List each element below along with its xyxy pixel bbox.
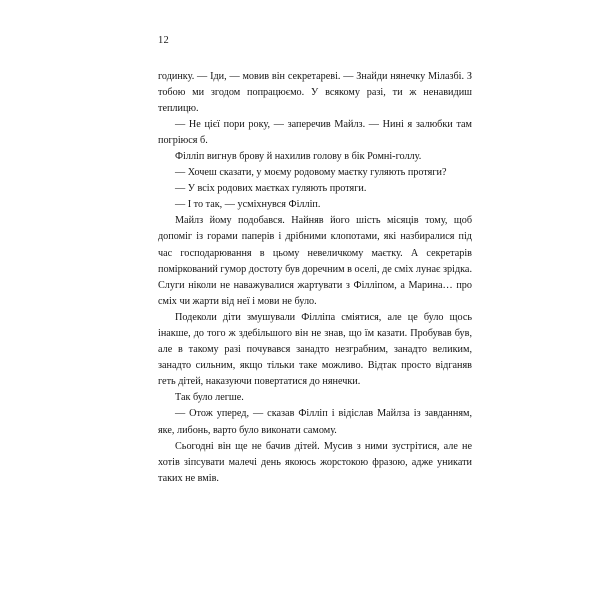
paragraph: Філліп вигнув брову й нахилив голову в бік Ромні-голлу. bbox=[175, 150, 422, 162]
page-number: 12 bbox=[158, 35, 169, 46]
paragraph: Сьогодні він ще не бачив дітей. Мусив з ними зустрітися, але не хотів зіпсувати малечі день якоюсь жорстокою фразою, адже уникати таких не вмів. bbox=[158, 440, 472, 484]
paragraph: Майлз йому подобався. Найняв його шість місяців тому, щоб допоміг із горами паперів і дрібними клопотами, які назбиралися під час господарювання в цьому невеличкому маєтку. А секретарів поміркований гумор достоту був доречним в оселі, де сміх лунає зрідка. Слуги ніколи не наважувалися жартувати з Філліпом, а Марина… про сміх чи жарти від неї і мови не було. bbox=[158, 215, 472, 307]
page-body bbox=[158, 69, 472, 487]
paragraph: годинку. — Іди, — мовив він секретареві. — Знайди нянечку Мілазбі. З тобою ми згодом попрацюємо. У всякому разі, ти ж ненавидиш теплицю. bbox=[158, 70, 472, 114]
paragraph: — Не цієї пори року, — заперечив Майлз. — Нині я залюбки там погріюся б. bbox=[158, 118, 472, 146]
paragraph: Подеколи діти змушували Філліпа сміятися, але це було щось інакше, до того ж здебільшого він не знав, що їм казати. Пробував був, але в такому разі почувався занадто незграбним, занадто великим, занадто сильним, якщо тільки таке можливо. Відтак просто відганяв геть дітей, наказуючи повертатися до нянечки. bbox=[158, 311, 472, 388]
paragraph: — Отож уперед, — сказав Філліп і відіслав Майлза із завданням, яке, либонь, варто було виконати самому. bbox=[158, 408, 472, 436]
paragraph: — У всіх родових маєтках гуляють протяги. bbox=[175, 183, 367, 195]
paragraph: — Хочеш сказати, у моєму родовому маєтку гуляють протяги? bbox=[175, 167, 447, 179]
paragraph: — І то так, — усміхнувся Філліп. bbox=[175, 199, 321, 211]
paragraph: Так було легше. bbox=[175, 392, 244, 404]
